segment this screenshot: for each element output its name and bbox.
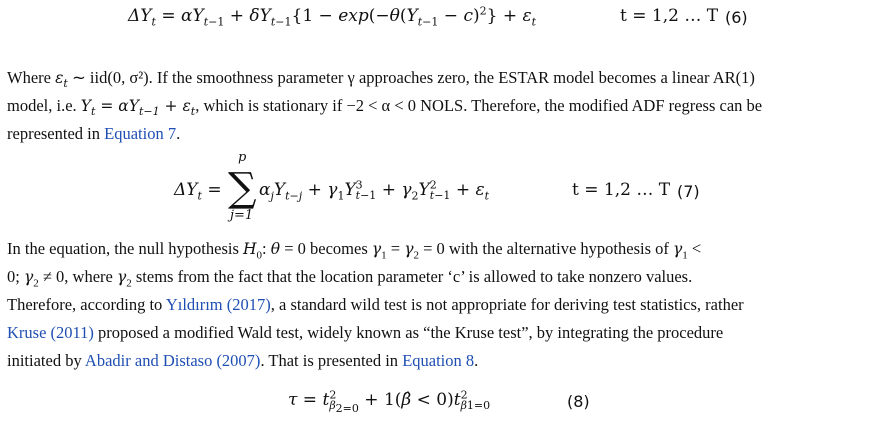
paragraph-1: Where $\varepsilon_t$ ∼ iid(0, σ²). If the smoothness parameter γ approaches zero, the ESTAR model becomes a linear AR(1) model, i.e. $Y_t = \alpha Y_{t-1} + \varepsilon_t$, which is stationary if −2 < α < 0 NOLS. Therefore, the modified ADF regress can be represented in Equation 7. [7, 68, 763, 143]
citation-kruse[interactable]: Kruse (2011) [7, 323, 94, 342]
equation-6-number: (6) [725, 8, 748, 27]
equation-7-link[interactable]: Equation 7 [104, 124, 177, 143]
summation-symbol: ∑ [228, 165, 257, 211]
equation-6-range: t = 1,2 … T [620, 6, 719, 26]
equation-8-link[interactable]: Equation 8 [402, 351, 475, 370]
sum-lower-limit: j=1 [230, 208, 254, 223]
equation-7-range: t = 1,2 … T [572, 180, 671, 200]
equation-7-rhs: $\alpha_jY_{t-j} + \gamma_1Y^3_{t-1} + \gamma_2Y^2_{t-1} + \varepsilon_t$ [259, 178, 490, 203]
sum-upper-limit: p [238, 150, 247, 165]
equation-8: $\tau = t^2_{\beta_{2=0}}$ + 1(β̂ < $0)t^2_{\beta 1=0}$ [288, 388, 491, 416]
equation-8-number: (8) [567, 392, 590, 411]
equation-7-number: (7) [677, 182, 700, 201]
equation-7-lhs: $\Delta Y_t$ = [174, 180, 222, 203]
citation-abadir-distaso[interactable]: Abadir and Distaso (2007) [84, 351, 261, 370]
citation-yildirim[interactable]: Yıldırım (2017) [165, 295, 271, 314]
paragraph-2: In the equation, the null hypothesis $H_0$: θ = 0 becomes $\gamma_1 = \gamma_2 = 0$ with the alternative hypothesis of $\gamma_1$ < 0; $\gamma_2 \ne 0$, where $\gamma_2$ stems from the fact that the location parameter ‘c’ is allowed to take nonzero values. Therefore, according to Yıldırım (2017), a standard wild test is not appropriate for deriving test statistics, rather Kruse (2011) proposed a modified Wald test, widely known as “the Kruse test”, by integrating the procedure initiated by Abadir and Distaso (2007). That is presented in Equation 8. [7, 239, 744, 370]
equation-6: $\Delta Y_t = \alpha Y_{t-1} + \delta Y_{t-1}\{1 - \exp(-\theta(Y_{t-1} - c)^2\} + \varepsilon_t$ [128, 4, 537, 29]
